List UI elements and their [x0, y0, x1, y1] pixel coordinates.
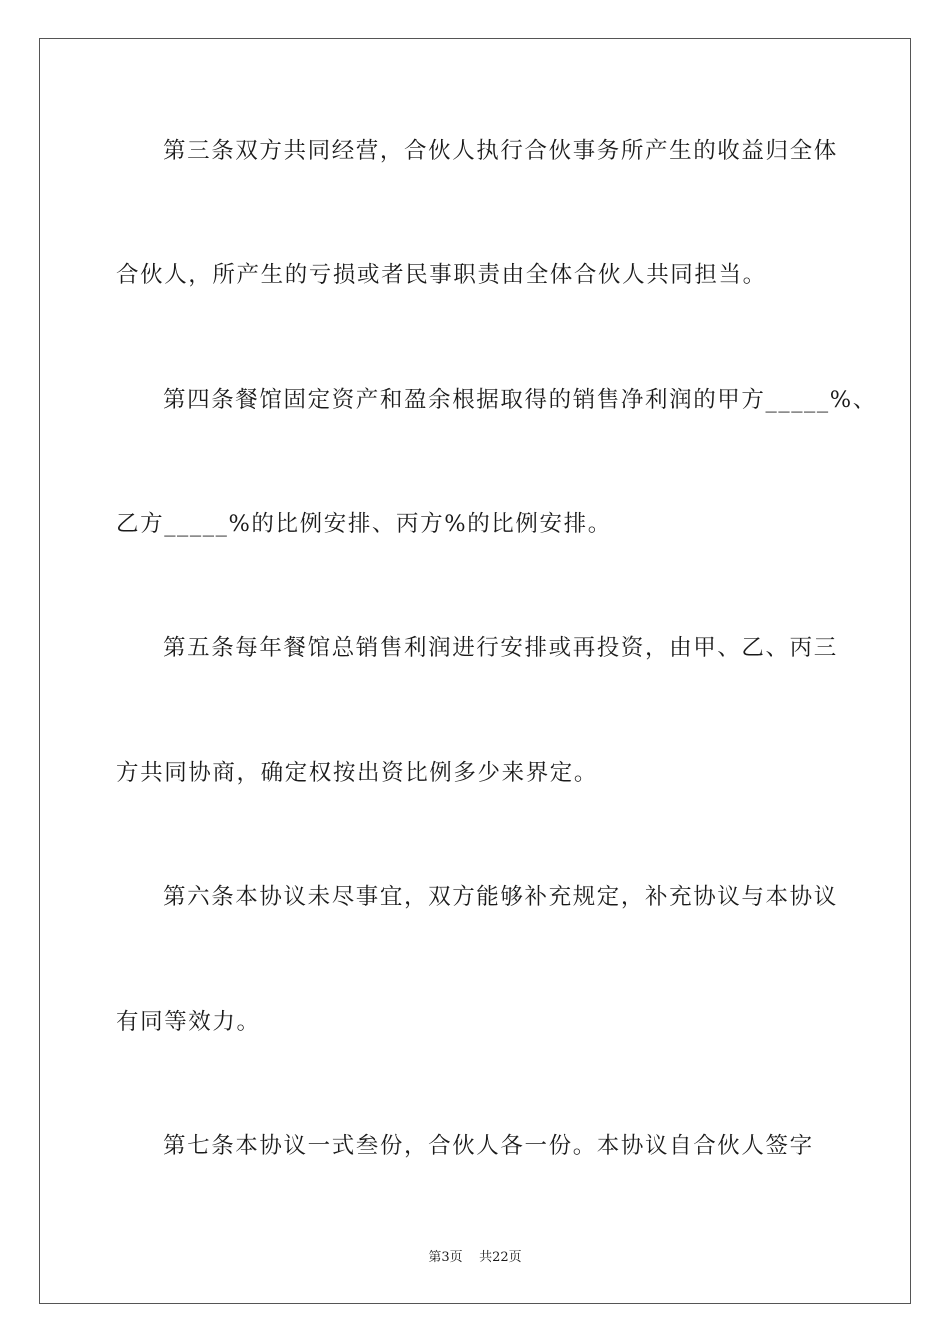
article-3-line-1: 第三条双方共同经营，合伙人执行合伙事务所产生的收益归全体	[163, 138, 838, 164]
article-3-line-2: 合伙人，所产生的亏损或者民事职责由全体合伙人共同担当。	[116, 262, 767, 288]
article-4-line-2: 乙方_____%的比例安排、丙方%的比例安排。	[116, 511, 612, 537]
page-number: 第3页 共22页	[428, 1250, 522, 1265]
article-5-line-2: 方共同协商，确定权按出资比例多少来界定。	[116, 760, 599, 786]
article-4-line-1: 第四条餐馆固定资产和盈余根据取得的销售净利润的甲方_____%、	[163, 387, 877, 413]
article-6-line-1: 第六条本协议未尽事宜，双方能够补充规定，补充协议与本协议	[163, 884, 838, 910]
article-5-line-1: 第五条每年餐馆总销售利润进行安排或再投资，由甲、乙、丙三	[163, 635, 838, 661]
page-frame	[39, 38, 911, 1304]
article-7-line-1: 第七条本协议一式叁份，合伙人各一份。本协议自合伙人签字	[163, 1133, 814, 1159]
article-6-line-2: 有同等效力。	[116, 1009, 261, 1035]
